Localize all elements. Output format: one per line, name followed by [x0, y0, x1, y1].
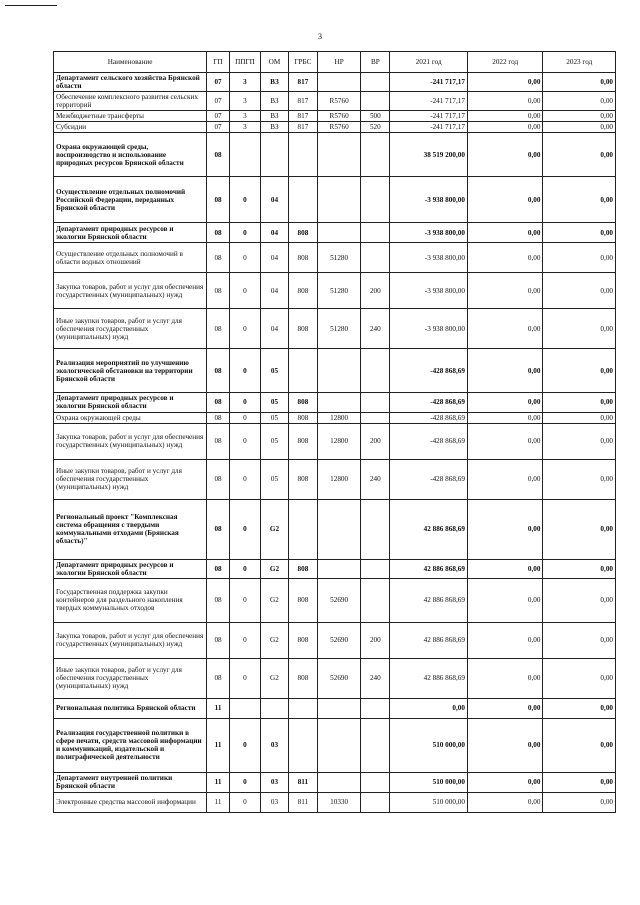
cell-ppgp: 0	[229, 578, 260, 622]
cell-gp: 07	[207, 111, 230, 122]
cell-y2021: 42 886 868,69	[390, 622, 468, 658]
cell-grbs: 808	[288, 578, 317, 622]
cell-grbs: 808	[288, 658, 317, 698]
cell-y2022: 0,00	[467, 243, 543, 273]
table-body	[54, 73, 616, 813]
cell-name: Закупка товаров, работ и услуг для обеспечения государственных (муниципальных) нужд	[54, 622, 207, 658]
table-row	[54, 73, 616, 92]
cell-om: 05	[260, 349, 288, 393]
header-rule	[5, 5, 57, 6]
cell-gp: 11	[207, 718, 230, 772]
table-row	[54, 133, 616, 177]
cell-y2021: -428 868,69	[390, 412, 468, 423]
cell-y2023: 0,00	[543, 698, 616, 718]
cell-om: 04	[260, 177, 288, 223]
cell-gp: 07	[207, 122, 230, 133]
cell-om: G2	[260, 499, 288, 559]
cell-grbs: 817	[288, 111, 317, 122]
cell-vr	[361, 559, 390, 578]
cell-y2022: 0,00	[467, 423, 543, 459]
cell-y2021: -3 938 800,00	[390, 223, 468, 243]
cell-name: Реализация мероприятий по улучшению экологической обстановки на территории Брянской области	[54, 349, 207, 393]
cell-y2022: 0,00	[467, 622, 543, 658]
cell-ppgp: 3	[229, 92, 260, 111]
cell-y2021: -428 868,69	[390, 393, 468, 412]
cell-y2021: 510 000,00	[390, 718, 468, 772]
header-2021: 2021 год	[390, 52, 468, 73]
header-grbs: ГРБС	[288, 52, 317, 73]
page-number: 3	[318, 32, 322, 41]
cell-name: Обеспечение комплексного развития сельских территорий	[54, 92, 207, 111]
cell-y2021: -3 938 800,00	[390, 309, 468, 349]
cell-nr: 12800	[317, 412, 360, 423]
cell-nr	[317, 499, 360, 559]
cell-y2023: 0,00	[543, 423, 616, 459]
cell-vr	[361, 772, 390, 792]
cell-ppgp: 0	[229, 349, 260, 393]
cell-vr	[361, 177, 390, 223]
cell-y2021: -241 717,17	[390, 92, 468, 111]
cell-nr: R5760	[317, 122, 360, 133]
table-row	[54, 177, 616, 223]
cell-nr: 12800	[317, 423, 360, 459]
cell-y2022: 0,00	[467, 499, 543, 559]
cell-y2021: 510 000,00	[390, 772, 468, 792]
cell-nr	[317, 223, 360, 243]
cell-nr: 52690	[317, 578, 360, 622]
cell-om: G2	[260, 658, 288, 698]
cell-gp: 08	[207, 622, 230, 658]
cell-grbs	[288, 698, 317, 718]
cell-om: G2	[260, 578, 288, 622]
cell-y2023: 0,00	[543, 349, 616, 393]
cell-nr	[317, 393, 360, 412]
cell-name: Иные закупки товаров, работ и услуг для обеспечения государственных (муниципальных) нужд	[54, 459, 207, 499]
cell-name: Охрана окружающей среды	[54, 412, 207, 423]
cell-y2021: 38 519 200,00	[390, 133, 468, 177]
header-name: Наименование	[54, 52, 207, 73]
cell-grbs: 808	[288, 393, 317, 412]
cell-gp: 11	[207, 698, 230, 718]
cell-y2023: 0,00	[543, 92, 616, 111]
cell-name: Департамент природных ресурсов и экологии Брянской области	[54, 393, 207, 412]
cell-name: Региональный проект "Комплексная система обращения с твердыми коммунальными отходами (Брянская область)"	[54, 499, 207, 559]
cell-gp: 08	[207, 559, 230, 578]
cell-gp: 11	[207, 772, 230, 792]
cell-y2022: 0,00	[467, 122, 543, 133]
cell-y2023: 0,00	[543, 243, 616, 273]
cell-y2022: 0,00	[467, 698, 543, 718]
cell-y2022: 0,00	[467, 658, 543, 698]
cell-ppgp: 0	[229, 772, 260, 792]
cell-y2021: -241 717,17	[390, 111, 468, 122]
cell-om: 05	[260, 423, 288, 459]
cell-y2022: 0,00	[467, 578, 543, 622]
cell-y2023: 0,00	[543, 658, 616, 698]
cell-grbs: 808	[288, 423, 317, 459]
cell-ppgp: 0	[229, 622, 260, 658]
cell-y2022: 0,00	[467, 393, 543, 412]
cell-grbs: 817	[288, 122, 317, 133]
table-row	[54, 92, 616, 111]
cell-vr	[361, 243, 390, 273]
cell-gp: 08	[207, 578, 230, 622]
cell-nr: 10330	[317, 792, 360, 812]
cell-ppgp: 0	[229, 658, 260, 698]
cell-y2021: -241 717,17	[390, 122, 468, 133]
cell-y2022: 0,00	[467, 223, 543, 243]
cell-ppgp: 3	[229, 73, 260, 92]
cell-vr	[361, 393, 390, 412]
cell-y2021: 510 000,00	[390, 792, 468, 812]
table-row	[54, 273, 616, 309]
cell-y2022: 0,00	[467, 273, 543, 309]
cell-om: G2	[260, 622, 288, 658]
cell-grbs: 811	[288, 792, 317, 812]
cell-grbs	[288, 499, 317, 559]
cell-vr	[361, 499, 390, 559]
cell-ppgp: 0	[229, 499, 260, 559]
table-row	[54, 243, 616, 273]
cell-grbs	[288, 177, 317, 223]
cell-vr	[361, 718, 390, 772]
cell-y2021: -428 868,69	[390, 459, 468, 499]
cell-y2021: 42 886 868,69	[390, 658, 468, 698]
cell-grbs	[288, 349, 317, 393]
cell-gp: 08	[207, 393, 230, 412]
cell-vr: 500	[361, 111, 390, 122]
cell-nr: R5760	[317, 111, 360, 122]
cell-vr	[361, 578, 390, 622]
cell-gp: 08	[207, 423, 230, 459]
cell-om: G2	[260, 559, 288, 578]
cell-gp: 08	[207, 349, 230, 393]
cell-y2022: 0,00	[467, 177, 543, 223]
cell-name: Электронные средства массовой информации	[54, 792, 207, 812]
cell-om: 05	[260, 393, 288, 412]
table-row	[54, 111, 616, 122]
cell-y2022: 0,00	[467, 349, 543, 393]
table-row	[54, 423, 616, 459]
table-row	[54, 309, 616, 349]
cell-om: ВЗ	[260, 122, 288, 133]
cell-gp: 08	[207, 273, 230, 309]
cell-y2022: 0,00	[467, 559, 543, 578]
cell-y2023: 0,00	[543, 111, 616, 122]
cell-y2023: 0,00	[543, 393, 616, 412]
cell-gp: 08	[207, 177, 230, 223]
cell-name: Департамент природных ресурсов и экологии Брянской области	[54, 223, 207, 243]
cell-vr: 520	[361, 122, 390, 133]
cell-ppgp: 0	[229, 792, 260, 812]
cell-y2023: 0,00	[543, 177, 616, 223]
cell-vr	[361, 223, 390, 243]
table-row	[54, 349, 616, 393]
cell-y2022: 0,00	[467, 459, 543, 499]
cell-y2023: 0,00	[543, 73, 616, 92]
cell-gp: 08	[207, 133, 230, 177]
cell-name: Реализация государственной политики в сфере печати, средств массовой информации и коммуникаций, издательской и полиграфической деятельности	[54, 718, 207, 772]
cell-ppgp: 3	[229, 111, 260, 122]
cell-om: ВЗ	[260, 92, 288, 111]
cell-name: Охрана окружающей среды, воспроизводство и использование природных ресурсов Брянской области	[54, 133, 207, 177]
cell-om: 04	[260, 309, 288, 349]
cell-y2021: 42 886 868,69	[390, 499, 468, 559]
cell-y2022: 0,00	[467, 73, 543, 92]
cell-y2023: 0,00	[543, 459, 616, 499]
cell-vr: 240	[361, 309, 390, 349]
cell-y2023: 0,00	[543, 223, 616, 243]
cell-name: Региональная политика Брянской области	[54, 698, 207, 718]
cell-name: Закупка товаров, работ и услуг для обеспечения государственных (муниципальных) нужд	[54, 273, 207, 309]
cell-gp: 07	[207, 73, 230, 92]
cell-y2021: 42 886 868,69	[390, 559, 468, 578]
table-row	[54, 459, 616, 499]
cell-name: Государственная поддержка закупки контейнеров для раздельного накопления твердых коммунальных отходов	[54, 578, 207, 622]
cell-nr: R5760	[317, 92, 360, 111]
cell-nr: 52690	[317, 658, 360, 698]
cell-nr	[317, 133, 360, 177]
cell-y2021: -241 717,17	[390, 73, 468, 92]
cell-y2023: 0,00	[543, 412, 616, 423]
cell-grbs: 811	[288, 772, 317, 792]
cell-y2023: 0,00	[543, 718, 616, 772]
cell-y2021: -3 938 800,00	[390, 177, 468, 223]
cell-gp: 08	[207, 499, 230, 559]
cell-y2022: 0,00	[467, 772, 543, 792]
cell-ppgp: 0	[229, 412, 260, 423]
cell-y2022: 0,00	[467, 92, 543, 111]
cell-name: Осуществление отдельных полномочий в области водных отношений	[54, 243, 207, 273]
cell-y2023: 0,00	[543, 559, 616, 578]
cell-om: 04	[260, 243, 288, 273]
cell-y2021: 0,00	[390, 698, 468, 718]
cell-nr	[317, 73, 360, 92]
header-nr: НР	[317, 52, 360, 73]
cell-nr	[317, 177, 360, 223]
cell-vr: 240	[361, 459, 390, 499]
cell-vr: 240	[361, 658, 390, 698]
cell-vr	[361, 412, 390, 423]
header-2023: 2023 год	[543, 52, 616, 73]
table-row	[54, 412, 616, 423]
cell-nr: 51280	[317, 309, 360, 349]
cell-grbs	[288, 718, 317, 772]
cell-y2023: 0,00	[543, 309, 616, 349]
cell-y2021: -3 938 800,00	[390, 273, 468, 309]
cell-y2023: 0,00	[543, 578, 616, 622]
cell-gp: 08	[207, 412, 230, 423]
cell-ppgp: 0	[229, 223, 260, 243]
cell-y2023: 0,00	[543, 792, 616, 812]
cell-y2022: 0,00	[467, 792, 543, 812]
table-row	[54, 223, 616, 243]
table-row	[54, 772, 616, 792]
cell-gp: 08	[207, 459, 230, 499]
cell-y2021: -428 868,69	[390, 423, 468, 459]
cell-ppgp: 0	[229, 309, 260, 349]
cell-y2023: 0,00	[543, 122, 616, 133]
cell-y2023: 0,00	[543, 499, 616, 559]
cell-name: Департамент природных ресурсов и экологии Брянской области	[54, 559, 207, 578]
cell-gp: 07	[207, 92, 230, 111]
cell-vr	[361, 792, 390, 812]
table-row	[54, 122, 616, 133]
cell-vr	[361, 349, 390, 393]
cell-y2022: 0,00	[467, 111, 543, 122]
cell-gp: 08	[207, 309, 230, 349]
cell-grbs: 817	[288, 73, 317, 92]
cell-y2022: 0,00	[467, 412, 543, 423]
cell-vr	[361, 73, 390, 92]
cell-y2021: -3 938 800,00	[390, 243, 468, 273]
cell-name: Департамент сельского хозяйства Брянской области	[54, 73, 207, 92]
cell-om	[260, 133, 288, 177]
cell-name: Осуществление отдельных полномочий Российской Федерации, переданных Брянской области	[54, 177, 207, 223]
table-row	[54, 559, 616, 578]
cell-vr: 200	[361, 622, 390, 658]
cell-vr	[361, 133, 390, 177]
cell-ppgp: 3	[229, 122, 260, 133]
cell-nr	[317, 559, 360, 578]
cell-om: 05	[260, 412, 288, 423]
cell-grbs: 817	[288, 92, 317, 111]
cell-y2023: 0,00	[543, 622, 616, 658]
table-row	[54, 792, 616, 812]
cell-grbs	[288, 133, 317, 177]
cell-y2021: -428 868,69	[390, 349, 468, 393]
cell-nr	[317, 718, 360, 772]
table-row	[54, 698, 616, 718]
table-header-row	[54, 52, 616, 73]
header-vr: ВР	[361, 52, 390, 73]
cell-om: 04	[260, 273, 288, 309]
cell-y2021: 42 886 868,69	[390, 578, 468, 622]
cell-grbs: 808	[288, 243, 317, 273]
table-row	[54, 658, 616, 698]
header-2022: 2022 год	[467, 52, 543, 73]
cell-om: ВЗ	[260, 73, 288, 92]
cell-ppgp: 0	[229, 423, 260, 459]
cell-y2022: 0,00	[467, 309, 543, 349]
cell-nr	[317, 772, 360, 792]
cell-vr: 200	[361, 423, 390, 459]
table-row	[54, 622, 616, 658]
cell-vr	[361, 698, 390, 718]
cell-y2022: 0,00	[467, 718, 543, 772]
cell-gp: 11	[207, 792, 230, 812]
cell-om: 05	[260, 459, 288, 499]
cell-om: 04	[260, 223, 288, 243]
cell-y2023: 0,00	[543, 273, 616, 309]
header-om: ОМ	[260, 52, 288, 73]
cell-om: ВЗ	[260, 111, 288, 122]
cell-nr	[317, 698, 360, 718]
cell-ppgp	[229, 133, 260, 177]
cell-name: Иные закупки товаров, работ и услуг для обеспечения государственных (муниципальных) нужд	[54, 658, 207, 698]
cell-ppgp	[229, 698, 260, 718]
table-row	[54, 393, 616, 412]
cell-om: 03	[260, 718, 288, 772]
cell-nr	[317, 349, 360, 393]
cell-ppgp: 0	[229, 243, 260, 273]
cell-ppgp: 0	[229, 559, 260, 578]
header-gp: ГП	[207, 52, 230, 73]
cell-y2023: 0,00	[543, 133, 616, 177]
cell-grbs: 808	[288, 412, 317, 423]
table-row	[54, 499, 616, 559]
cell-gp: 08	[207, 243, 230, 273]
table-row	[54, 578, 616, 622]
cell-nr: 51280	[317, 243, 360, 273]
cell-ppgp: 0	[229, 273, 260, 309]
cell-grbs: 808	[288, 223, 317, 243]
budget-table	[53, 51, 616, 813]
cell-ppgp: 0	[229, 177, 260, 223]
cell-grbs: 808	[288, 559, 317, 578]
cell-grbs: 808	[288, 459, 317, 499]
cell-y2023: 0,00	[543, 772, 616, 792]
cell-vr: 200	[361, 273, 390, 309]
cell-vr	[361, 92, 390, 111]
cell-name: Закупка товаров, работ и услуг для обеспечения государственных (муниципальных) нужд	[54, 423, 207, 459]
cell-name: Межбюджетные трансферты	[54, 111, 207, 122]
cell-nr: 52690	[317, 622, 360, 658]
cell-om: 03	[260, 792, 288, 812]
cell-name: Субсидии	[54, 122, 207, 133]
cell-ppgp: 0	[229, 459, 260, 499]
cell-nr: 12800	[317, 459, 360, 499]
cell-gp: 08	[207, 223, 230, 243]
header-ppgp: ППГП	[229, 52, 260, 73]
cell-y2022: 0,00	[467, 133, 543, 177]
cell-om: 03	[260, 772, 288, 792]
cell-name: Департамент внутренней политики Брянской области	[54, 772, 207, 792]
cell-om	[260, 698, 288, 718]
cell-grbs: 808	[288, 273, 317, 309]
cell-ppgp: 0	[229, 718, 260, 772]
cell-name: Иные закупки товаров, работ и услуг для обеспечения государственных (муниципальных) нужд	[54, 309, 207, 349]
table-row	[54, 718, 616, 772]
cell-ppgp: 0	[229, 393, 260, 412]
cell-nr: 51280	[317, 273, 360, 309]
cell-grbs: 808	[288, 622, 317, 658]
cell-gp: 08	[207, 658, 230, 698]
cell-grbs: 808	[288, 309, 317, 349]
